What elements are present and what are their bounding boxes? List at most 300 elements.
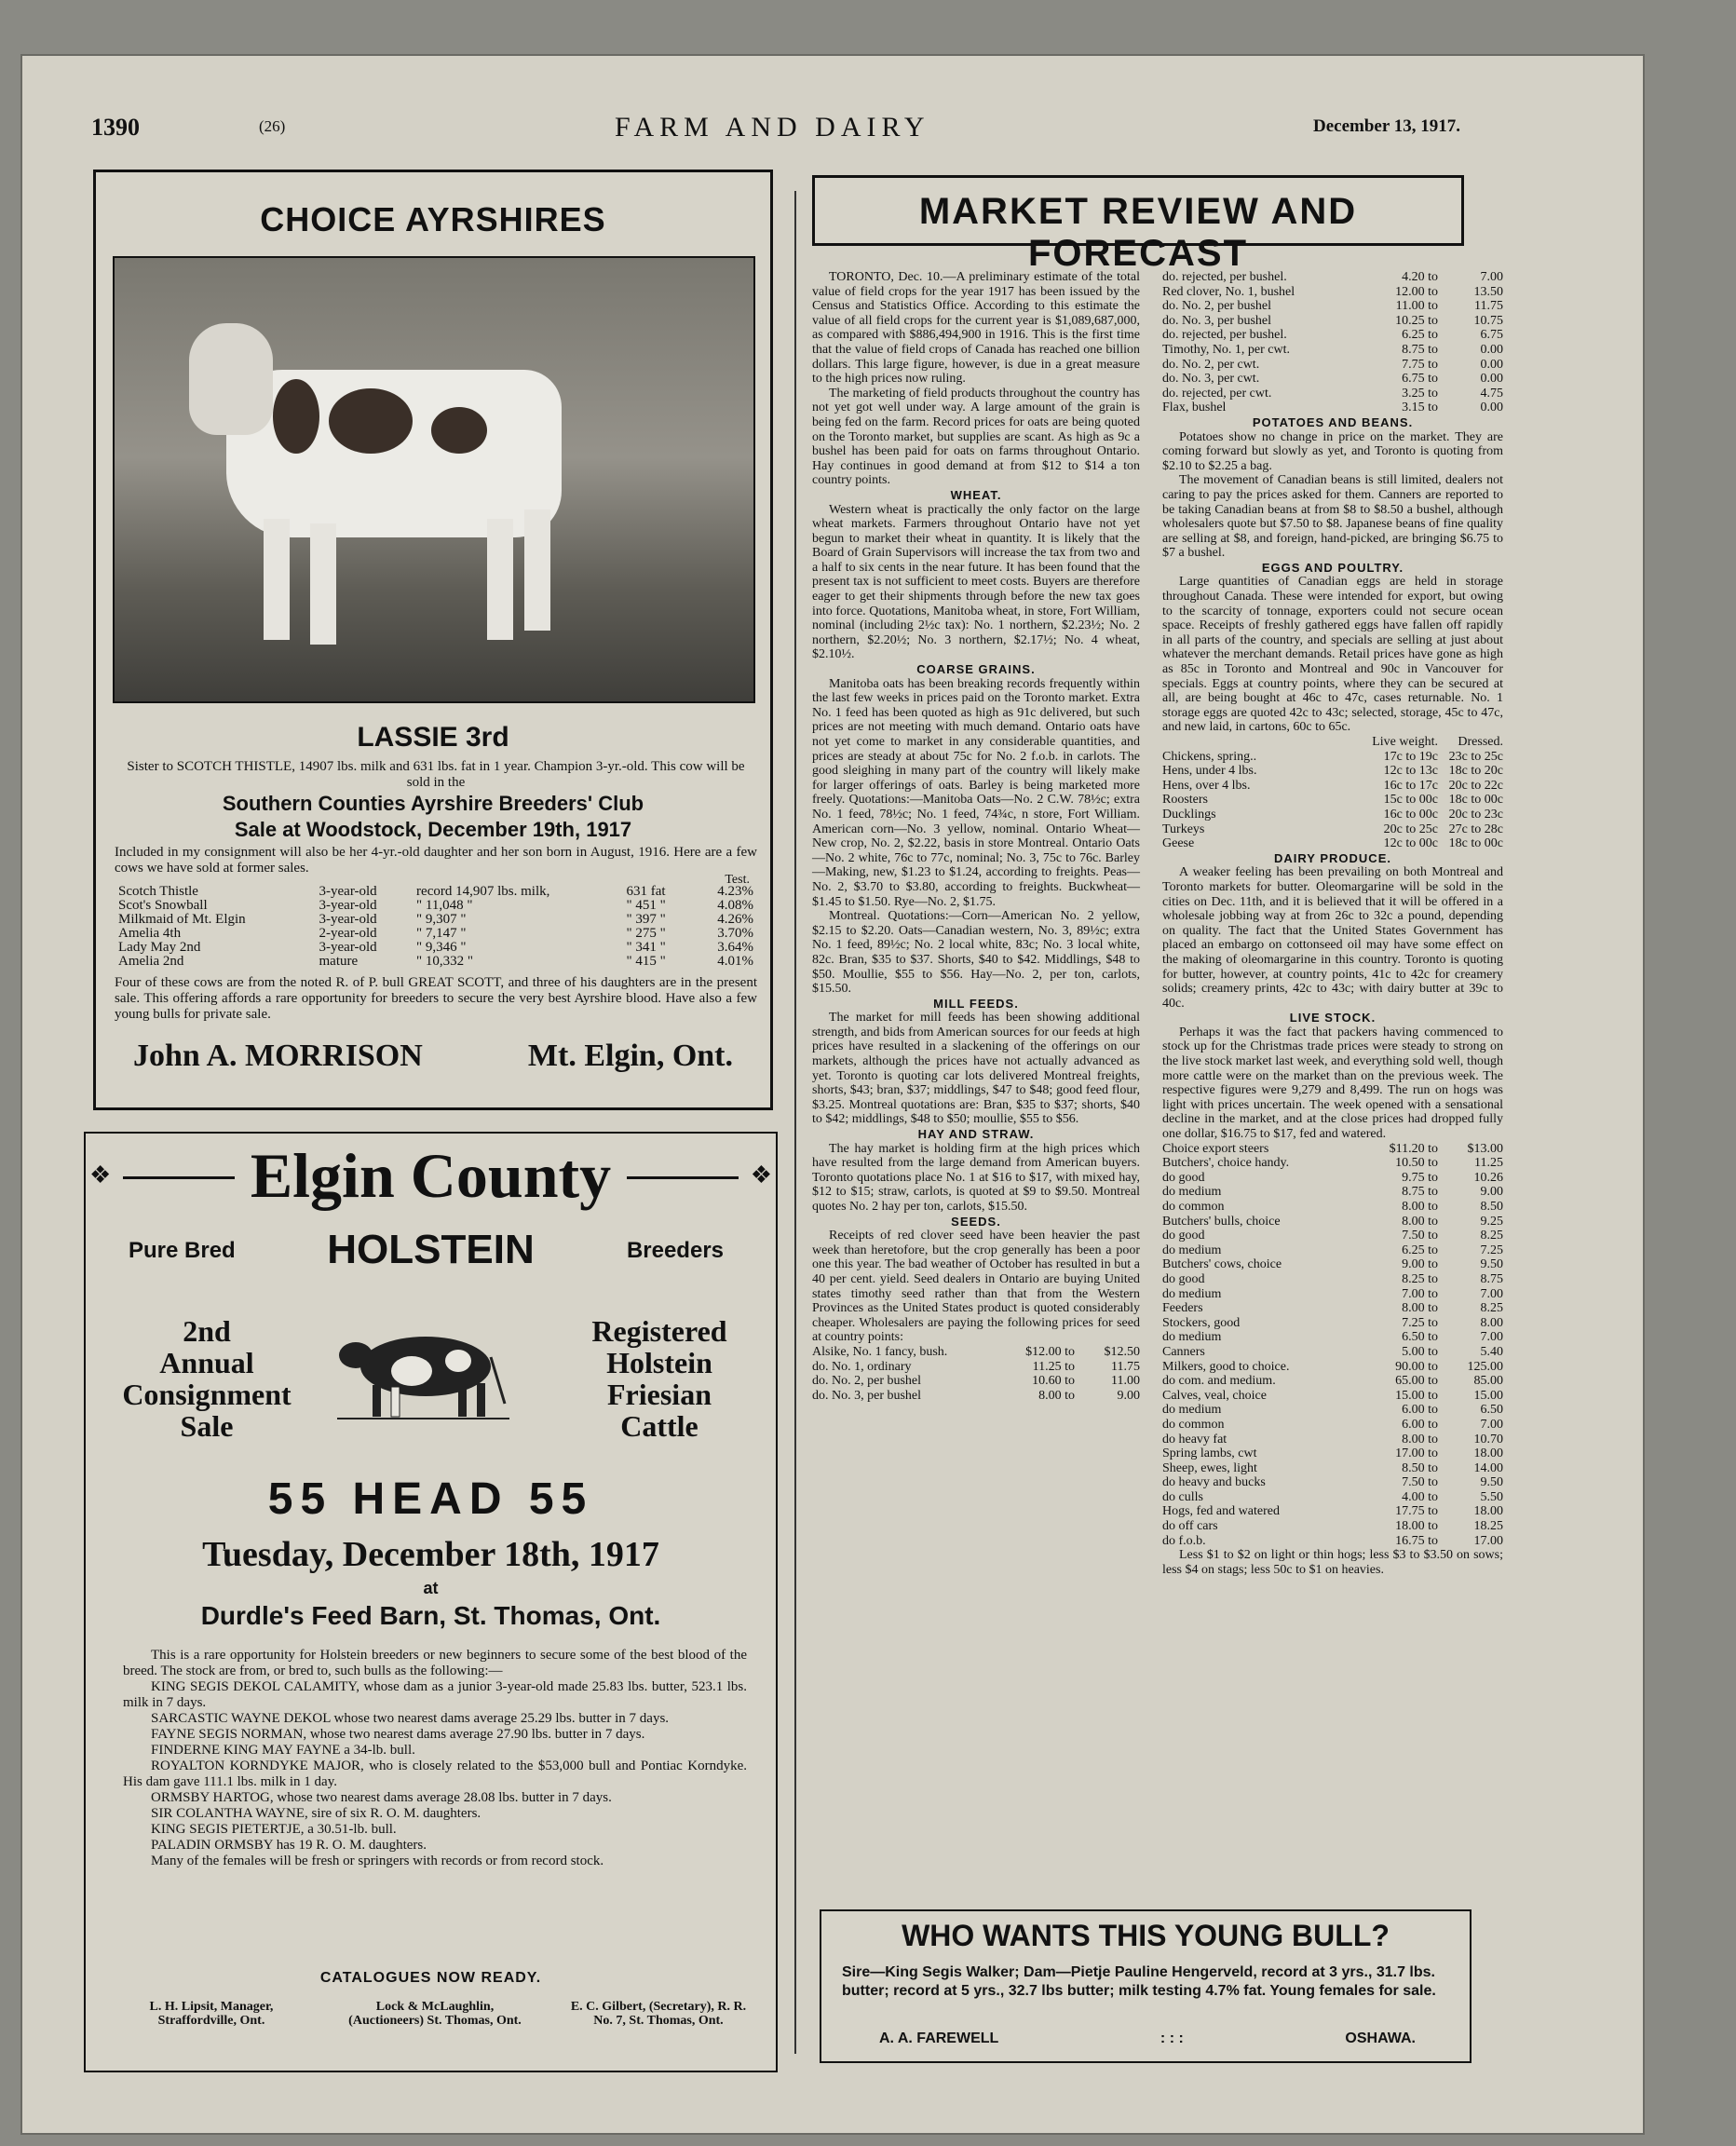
- sale-block: [114, 1315, 300, 1442]
- price-item: Butchers' bulls, choice: [1162, 1214, 1281, 1229]
- price-row: [1162, 401, 1503, 415]
- price-value: 8.50 to: [1402, 1460, 1438, 1475]
- bull-ad-footer: [842, 2031, 1453, 2047]
- price-value: 11.75: [1474, 299, 1503, 314]
- record-milk: " 9,346 ": [416, 940, 467, 955]
- price-value: 9.50: [1480, 1257, 1503, 1272]
- price-item: do. rejected, per cwt.: [1162, 386, 1272, 401]
- cow-spot: [329, 388, 413, 454]
- market-paragraph: Large quantities of Canadian eggs are held in storage throughout Canada. These were intended for export, but owing to the scarcity of tonnage, exporters could not secure ocean space. Receipts of freshly gathered eggs have fallen off rapidly in all parts of the country, and specials are selling at just about whatever the merchant demands. Retail prices have gone as high as 85c in Toronto and Montreal and 90c in Vancouver for specials. Eggs at country points, where they can be secured at all, are being bought at 46c to 47c, cases returnable. No. 1 storage eggs are quoted 42c to 43c; selected, storage, 45c to 47c, and new laid, in cartons, 60c to 65c.: [1162, 575, 1503, 735]
- price-row: [1162, 1142, 1503, 1157]
- price-row: [1162, 299, 1503, 314]
- price-value: Live weight.: [1372, 735, 1438, 749]
- price-value: 125.00: [1467, 1359, 1503, 1374]
- price-value: 0.00: [1480, 372, 1503, 387]
- price-value: $13.00: [1467, 1141, 1503, 1156]
- price-row: [1162, 1389, 1503, 1404]
- price-value: 9.00 to: [1402, 1257, 1438, 1272]
- price-row: [1162, 1490, 1503, 1505]
- record-age: 3-year-old: [319, 912, 377, 927]
- price-item: Butchers' cows, choice: [1162, 1257, 1282, 1272]
- price-value: 20c to 25c: [1383, 822, 1438, 836]
- cow-spot: [273, 379, 319, 454]
- contact-secretary: E. C. Gilbert, (Secretary), R. R. No. 7, St. Thomas, Ont.: [570, 2000, 747, 2028]
- price-item: do off cars: [1162, 1519, 1218, 1534]
- record-age: 2-year-old: [319, 926, 377, 941]
- price-row: [1162, 1504, 1503, 1519]
- price-value: 7.25 to: [1402, 1315, 1438, 1330]
- record-test: 3.70%: [717, 926, 753, 941]
- seller-name: John A. MORRISON: [133, 1039, 423, 1073]
- price-value: 20c to 22c: [1448, 778, 1503, 793]
- market-column-left: [812, 270, 1140, 1403]
- sales-record-row: [115, 899, 757, 913]
- record-test: 4.26%: [717, 912, 753, 927]
- price-value: 6.50: [1480, 1403, 1503, 1418]
- price-item: Roosters: [1162, 793, 1208, 808]
- cow-leg: [264, 519, 290, 640]
- price-value: 3.25 to: [1402, 386, 1438, 401]
- bull-entry: PALADIN ORMSBY has 19 R. O. M. daughters.: [151, 1838, 427, 1853]
- price-value: 9.75 to: [1402, 1170, 1438, 1185]
- price-value: 16.75 to: [1395, 1533, 1438, 1548]
- price-item: Spring lambs, cwt: [1162, 1447, 1257, 1461]
- price-row: [1162, 1316, 1503, 1331]
- price-item: do common: [1162, 1417, 1225, 1432]
- bull-seller: A. A. FAREWELL: [879, 2031, 999, 2046]
- price-value: 18.00 to: [1395, 1519, 1438, 1534]
- price-value: 7.25: [1480, 1243, 1503, 1257]
- market-paragraph: The movement of Canadian beans is still limited, dealers not caring to pay the prices asked for them. Canners are reported to be taking Canadian beans at from $8 to $8.50 a bushel, although wholesalers quote but $7.50 to $8. Japanese beans of fine quality are selling at $8, and foreign, hand-picked, are bringing $6.75 to $7 a bushel.: [1162, 473, 1503, 561]
- price-value: 5.00 to: [1402, 1344, 1438, 1359]
- price-value: 8.25 to: [1402, 1271, 1438, 1286]
- price-value: 15.00: [1473, 1388, 1503, 1403]
- record-test: 4.23%: [717, 884, 753, 899]
- price-value: 12.00 to: [1395, 284, 1438, 299]
- section-heading: SEEDS.: [951, 1214, 1001, 1229]
- record-fat: " 275 ": [626, 926, 666, 941]
- price-row: [1162, 285, 1503, 300]
- price-item: do heavy and bucks: [1162, 1475, 1266, 1490]
- price-row: [1162, 1301, 1503, 1316]
- section-heading: MILL FEEDS.: [933, 996, 1019, 1011]
- price-item: do heavy fat: [1162, 1432, 1227, 1447]
- price-row: [1162, 1171, 1503, 1186]
- record-test: 3.64%: [717, 940, 753, 955]
- price-value: 6.00 to: [1402, 1417, 1438, 1432]
- price-value: 4.00 to: [1402, 1489, 1438, 1504]
- price-item: do. No. 1, ordinary: [812, 1359, 912, 1374]
- market-paragraph: A weaker feeling has been prevailing on both Montreal and Toronto markets for butter. Oleomargarine will be sold in the cities on Dec. 11th, and it is believed that it will be offered in a wholesale jobbing way at from 26c to 32c a pound, depending on quality. The fact that the United States Government has placed an embargo on cottonseed oil may have some effect on the making of oleomargarine in this country. Toronto is quoting for butter, however, at country points, 41c to 42c for creamery solids; creamery prints, 42c to 43c; with dairy butter at 39c to 40c.: [1162, 865, 1503, 1011]
- sale-venue: Durdle's Feed Barn, St. Thomas, Ont.: [200, 1601, 661, 1630]
- record-fat: " 341 ": [626, 940, 666, 955]
- record-test: 4.01%: [717, 954, 753, 969]
- bull-ad-text: Sire—King Segis Walker; Dam—Pietje Pauline Hengerveld, record at 3 yrs., 31.7 lbs. butter; record at 5 yrs., 32.7 lbs butter; milk testing 4.7% fat. Young females for sale.: [842, 1964, 1436, 1999]
- price-row: [1162, 1433, 1503, 1447]
- price-value: 23c to 25c: [1448, 749, 1503, 764]
- sales-record-row: [115, 955, 757, 969]
- price-row: [1162, 1360, 1503, 1375]
- cow-illustration: [328, 1320, 514, 1422]
- sale-block-line: 2nd: [183, 1314, 231, 1348]
- price-value: $12.00 to: [1025, 1344, 1075, 1359]
- cow-photo: [113, 256, 755, 703]
- price-value: 7.00: [1480, 1330, 1503, 1345]
- price-item: do good: [1162, 1170, 1205, 1185]
- record-fat: " 415 ": [626, 954, 666, 969]
- price-value: 11.25 to: [1032, 1359, 1075, 1374]
- market-paragraph: Perhaps it was the fact that packers having commenced to stock up for the Christmas trade prices were steady to strong on the live stock market last week, and everything sold well, though more cattle were on the market than on the previous week. The respective figures were 9,279 and 8,499. The run on hogs was light with prices uncertain. The week opened with a sensational decline in the market, and at the close prices had dropped fully one dollar, $16.75 to $17, fed and watered.: [1162, 1025, 1503, 1142]
- price-row: [1162, 1345, 1503, 1360]
- record-age: 3-year-old: [319, 940, 377, 955]
- price-item: do. No. 2, per bushel: [812, 1374, 922, 1389]
- price-value: 10.70: [1473, 1432, 1503, 1447]
- price-item: do medium: [1162, 1286, 1222, 1301]
- market-paragraph: The market for mill feeds has been showing additional strength, and bids from American sources for our feeds at high prices have resulted in a slackening of the offerings on our markets, although the prices have not actually advanced as yet. Toronto is quoting car lots delivered Montreal freights, shorts, $43; bran, $37; middlings, $47 to $48; good feed flour, $3.25. Montreal quotations are: Bran, $35 to $37; shorts, $40 to $42; middlings, $48 to $50; moullie, $55 to $56.: [812, 1011, 1140, 1127]
- ayrshire-ad: [93, 170, 773, 1110]
- market-paragraph: Western wheat is practically the only factor on the large wheat markets. Farmers throughout Ontario have not yet begun to market their wheat in quantity. It is likely that the Board of Grain Supervisors will increase the tax from two and a half to six cents in the near future. It has been found that the present tax is not sufficient to meet costs. Buyers are therefore eager to get their shipments through before the new tax goes into force. Quotations, Manitoba wheat, in store, Fort William, nominal (including 2½c tax): No. 1 northern, $2.23½; No. 2 northern, $2.20½; No. 3 northern, $2.17½; No. 4 wheat, $2.10½.: [812, 502, 1140, 662]
- price-row: [1162, 1287, 1503, 1302]
- price-item: Sheep, ewes, light: [1162, 1460, 1257, 1475]
- price-value: 7.50 to: [1402, 1229, 1438, 1243]
- record-age: mature: [319, 954, 359, 969]
- ad-intro: Included in my consignment will also be her 4-yr.-old daughter and her son born in August, 1916. Here are a few cows we have sold at former sales.: [115, 845, 757, 876]
- publication-title: FARM AND DAIRY: [615, 112, 930, 143]
- price-row: [1162, 372, 1503, 387]
- pure-bred: Pure Bred: [129, 1238, 236, 1263]
- market-paragraph: Manitoba oats has been breaking records frequently within the last few weeks in prices paid on the Toronto market. Extra No. 1 feed has been quoted as high as 91c delivered, but such prices are not meeting with much demand. Ontario oats have not yet come to market in any considerable quantities, and prices are steady at about 75c for No. 2 f.o.b. in carlots. The good sleighing in many part of the country will likely make for larger offerings of oats. Barley is being marketed more freely. Quotations:—Manitoba Oats—No. 2 C.W. 78½c; extra No. 1 feed, 78½c; No. 1 feed, 74¾c, n store, Fort William. American corn—No. 3 yellow, nominal. Ontario Wheat—New crop, No. 2, $2.22, basis in store Montreal. Ontario Oats—No. 2 white, 76c to 77c, nominal; No. 3, 75c to 76c. Barley—Making, new, $1.23 to $1.24, according to freights. Peas—No. 2, $3.70 to $3.80, according to freights. Buckwheat—$1.45 to $1.50. Rye—No. 2, $1.75.: [812, 676, 1140, 909]
- price-item: do. No. 3, per cwt.: [1162, 372, 1260, 387]
- cattle-block-line: Registered: [591, 1314, 727, 1348]
- price-row: [1162, 1330, 1503, 1345]
- price-item: do. No. 2, per cwt.: [1162, 357, 1260, 372]
- bull-ad-title: WHO WANTS THIS YOUNG BULL?: [902, 1919, 1390, 1952]
- at-label: at: [423, 1579, 439, 1597]
- price-item: Alsike, No. 1 fancy, bush.: [812, 1344, 948, 1359]
- price-item: do. No. 3, per bushel: [1162, 313, 1272, 328]
- price-item: Timothy, No. 1, per cwt.: [1162, 342, 1291, 357]
- cow-spot: [431, 407, 487, 454]
- section-heading: DAIRY PRODUCE.: [1274, 850, 1391, 865]
- sales-record-row: [115, 885, 757, 899]
- bull-entry: FAYNE SEGIS NORMAN, whose two nearest dams average 27.90 lbs. butter in 7 days.: [151, 1727, 645, 1742]
- price-row: [1162, 343, 1503, 358]
- market-paragraph: Potatoes show no change in price on the market. They are coming forward but slowly as yet, and Toronto is quoting from $2.10 to $2.25 a bag.: [1162, 429, 1503, 473]
- holstein-label: HOLSTEIN: [327, 1227, 535, 1272]
- price-row: [1162, 836, 1503, 851]
- price-value: 10.60 to: [1032, 1374, 1075, 1389]
- price-item: Hogs, fed and watered: [1162, 1504, 1280, 1519]
- price-value: 10.50 to: [1395, 1156, 1438, 1171]
- price-row: [1162, 1534, 1503, 1549]
- record-name: Milkmaid of Mt. Elgin: [118, 912, 246, 927]
- sale-info: Sale at Woodstock, December 19th, 1917: [234, 818, 632, 841]
- price-row: [1162, 1156, 1503, 1171]
- price-item: do. No. 2, per bushel: [1162, 299, 1272, 314]
- price-value: 6.25 to: [1402, 328, 1438, 343]
- price-row: [1162, 779, 1503, 794]
- price-item: Calves, veal, choice: [1162, 1388, 1267, 1403]
- record-name: Scot's Snowball: [118, 898, 208, 913]
- bull-location: OSHAWA.: [1345, 2031, 1416, 2046]
- price-value: 18.25: [1473, 1519, 1503, 1534]
- ad-line: Sister to SCOTCH THISTLE, 14907 lbs. milk and 631 lbs. fat in 1 year. Champion 3-yr.-old. This cow will be sold in the: [127, 759, 745, 790]
- cow-name: LASSIE 3rd: [357, 722, 509, 753]
- record-fat: " 451 ": [626, 898, 666, 913]
- price-item: Chickens, spring..: [1162, 749, 1257, 764]
- section-heading: LIVE STOCK.: [1289, 1011, 1377, 1025]
- price-item: Ducklings: [1162, 807, 1216, 822]
- price-value: 7.50 to: [1402, 1475, 1438, 1490]
- price-value: 8.25: [1480, 1301, 1503, 1316]
- ad-title: Elgin County: [250, 1140, 612, 1211]
- price-value: 7.00: [1480, 1286, 1503, 1301]
- market-paragraph: The hay market is holding firm at the high prices which have resulted from the large demand from American buyers. Toronto quotations place No. 1 at $16 to $17, with mixed hay, $12 to $15; straw, carlots, is quoted at $9 to $9.50. Montreal quotes No. 2 hay per ton, carlots, $15.50.: [812, 1141, 1140, 1214]
- record-milk: " 10,332 ": [416, 954, 474, 969]
- price-row: [812, 1360, 1140, 1375]
- price-row: [1162, 1519, 1503, 1534]
- price-item: do f.o.b.: [1162, 1533, 1206, 1548]
- ad-outro: Four of these cows are from the noted R. of P. bull GREAT SCOTT, and three of his daughters are in the present sale. This offering affords a rare opportunity for breeders to secure the very best Ayrshire blood. Have also a few young bulls for private sale.: [115, 975, 757, 1022]
- price-value: 8.00 to: [1402, 1214, 1438, 1229]
- price-value: 6.50 to: [1402, 1330, 1438, 1345]
- price-value: 20c to 23c: [1448, 807, 1503, 822]
- price-value: 7.00: [1480, 1417, 1503, 1432]
- price-item: do. rejected, per bushel.: [1162, 270, 1287, 284]
- price-row: [1162, 1461, 1503, 1476]
- price-value: 90.00 to: [1395, 1359, 1438, 1374]
- price-value: 8.00 to: [1402, 1200, 1438, 1214]
- market-review-title: MARKET REVIEW AND FORECAST: [918, 191, 1358, 274]
- price-item: do com. and medium.: [1162, 1374, 1276, 1389]
- section-heading: POTATOES AND BEANS.: [1252, 414, 1414, 429]
- record-milk: " 11,048 ": [416, 898, 473, 913]
- price-row: [1162, 387, 1503, 401]
- market-column-right: [1162, 270, 1503, 1577]
- price-row: [1162, 1257, 1503, 1272]
- cow-leg: [487, 519, 513, 640]
- column-divider: [794, 191, 796, 2054]
- body-paragraph: Many of the females will be fresh or springers with records or from record stock.: [151, 1854, 604, 1868]
- price-value: 9.00: [1117, 1388, 1140, 1403]
- sale-block-line: Annual: [159, 1346, 254, 1379]
- record-name: Amelia 2nd: [118, 954, 184, 969]
- price-row: [1162, 822, 1503, 837]
- price-value: 18c to 20c: [1448, 764, 1503, 779]
- price-item: Stockers, good: [1162, 1315, 1241, 1330]
- bull-entry: KING SEGIS PIETERTJE, a 30.51-lb. bull.: [151, 1822, 397, 1837]
- catalogues-notice: CATALOGUES NOW READY.: [319, 1970, 542, 1986]
- price-value: 7.00 to: [1402, 1286, 1438, 1301]
- price-value: 17c to 19c: [1383, 749, 1438, 764]
- record-milk: " 9,307 ": [416, 912, 467, 927]
- price-row: [1162, 358, 1503, 373]
- price-row: [1162, 1215, 1503, 1229]
- section-heading: WHEAT.: [950, 487, 1002, 502]
- price-row: [1162, 793, 1503, 808]
- price-item: Hens, under 4 lbs.: [1162, 764, 1257, 779]
- price-value: $12.50: [1104, 1344, 1140, 1359]
- record-age: 3-year-old: [319, 898, 377, 913]
- record-milk: " 7,147 ": [416, 926, 467, 941]
- market-paragraph: TORONTO, Dec. 10.—A preliminary estimate of the total value of field crops for the year 1917 has been issued by the Census and Statistics Office. According to this estimate the value of all field crops for the current year is $1,089,687,000, as compared with $886,494,900 in 1916. This is the first time that the value of field crops of Canada has reached one billion dollars. This large figure, however, is due in a great measure to the high prices now ruling.: [812, 270, 1140, 387]
- elgin-county-ad: [84, 1132, 778, 2072]
- price-value: 13.50: [1473, 284, 1503, 299]
- price-item: do good: [1162, 1271, 1205, 1286]
- test-label: Test.: [725, 873, 750, 887]
- price-value: 16c to 00c: [1383, 807, 1438, 822]
- price-item: Red clover, No. 1, bushel: [1162, 284, 1295, 299]
- market-paragraph: Receipts of red clover seed have been heavier the past week than heretofore, but the crop generally has been a poor one this year. The bad weather of October has resulted in but a 40 per cent. yield. Seed dealers in Ontario are buying United states timothy seed rather than that from the Western Provinces as the United States product is quoted considerably cheaper. Wholesalers are paying the following prices for seed at country points:: [812, 1229, 1140, 1345]
- price-row: [812, 1345, 1140, 1360]
- price-item: Milkers, good to choice.: [1162, 1359, 1290, 1374]
- record-fat: " 397 ": [626, 912, 666, 927]
- sales-record-row: [115, 941, 757, 955]
- price-value: 27c to 28c: [1448, 822, 1503, 836]
- contacts: [114, 2000, 756, 2028]
- price-value: 0.00: [1480, 342, 1503, 357]
- market-paragraph: Montreal. Quotations:—Corn—American No. 2 yellow, $2.15 to $2.20. Oats—Canadian western, No. 3, 89½c; extra No. 1 feed, 89½c; No. 2 local white, 83c; No. 3 local white, 82c. Bran, $35 to $37. Shorts, $40 to $42. Middlings, $48 to $50. Moullie, $55 to $56. Hay—No. 2, per ton, carlots, $15.50.: [812, 909, 1140, 997]
- price-value: 6.75: [1480, 328, 1503, 343]
- price-item: Feeders: [1162, 1301, 1203, 1316]
- price-value: 5.50: [1480, 1489, 1503, 1504]
- price-value: 16c to 17c: [1383, 778, 1438, 793]
- sales-table: [115, 885, 757, 969]
- price-value: 0.00: [1480, 357, 1503, 372]
- price-value: 15.00 to: [1395, 1388, 1438, 1403]
- price-item: Canners: [1162, 1344, 1205, 1359]
- price-row: [1162, 750, 1503, 765]
- breeders-label: Breeders: [626, 1238, 724, 1263]
- price-value: 17.00 to: [1395, 1447, 1438, 1461]
- price-value: 6.75 to: [1402, 372, 1438, 387]
- price-item: do medium: [1162, 1185, 1222, 1200]
- market-paragraph: Less $1 to $2 on light or thin hogs; less $3 to $3.50 on sows; less $4 on stags; less 50c to $1 on heavies.: [1162, 1548, 1503, 1577]
- page-number: 1390: [91, 114, 140, 141]
- record-test: 4.08%: [717, 898, 753, 913]
- price-value: 15c to 00c: [1383, 793, 1438, 808]
- price-item: do culls: [1162, 1489, 1203, 1504]
- price-item: Flax, bushel: [1162, 401, 1227, 415]
- ornament-icon: ❖: [89, 1161, 112, 1188]
- sales-record-row: [115, 913, 757, 927]
- price-value: 9.00: [1480, 1185, 1503, 1200]
- cattle-block-line: Holstein: [606, 1346, 712, 1379]
- price-item: Butchers', choice handy.: [1162, 1156, 1290, 1171]
- price-row: [1162, 1475, 1503, 1490]
- price-row: [1162, 1200, 1503, 1215]
- section-heading: EGGS AND POULTRY.: [1261, 560, 1404, 575]
- cattle-block-line: Cattle: [620, 1409, 698, 1443]
- cow-leg: [524, 509, 550, 631]
- record-age: 3-year-old: [319, 884, 377, 899]
- price-value: 17.75 to: [1395, 1504, 1438, 1519]
- section-heading: HAY AND STRAW.: [917, 1127, 1035, 1142]
- price-row: [1162, 735, 1503, 750]
- bull-entry: ROYALTON KORNDYKE MAJOR, who is closely related to the $53,000 bull and Pontiac Korndyke. His dam gave 111.1 lbs. milk in 1 day.: [123, 1759, 747, 1789]
- price-value: 18c to 00c: [1448, 793, 1503, 808]
- price-value: 10.25 to: [1395, 313, 1438, 328]
- record-name: Amelia 4th: [118, 926, 182, 941]
- separator: : : :: [1160, 2031, 1184, 2046]
- price-value: 11.00 to: [1395, 299, 1438, 314]
- price-value: 4.20 to: [1402, 270, 1438, 284]
- price-value: 17.00: [1473, 1533, 1503, 1548]
- price-item: do. No. 3, per bushel: [812, 1388, 922, 1403]
- price-value: 18c to 00c: [1448, 836, 1503, 851]
- bull-entry: ORMSBY HARTOG, whose two nearest dams average 28.08 lbs. butter in 7 days.: [151, 1790, 612, 1805]
- issue-date: December 13, 1917.: [1313, 116, 1460, 136]
- price-value: 11.25: [1474, 1156, 1503, 1171]
- price-row: [1162, 1403, 1503, 1418]
- price-row: [1162, 270, 1503, 285]
- price-value: 14.00: [1473, 1460, 1503, 1475]
- price-item: Geese: [1162, 836, 1195, 851]
- price-item: do common: [1162, 1200, 1225, 1214]
- price-item: Choice export steers: [1162, 1141, 1269, 1156]
- price-value: 9.50: [1480, 1475, 1503, 1490]
- seller-location: Mt. Elgin, Ont.: [527, 1039, 733, 1073]
- ornament-icon: ❖: [750, 1161, 772, 1188]
- price-value: 6.25 to: [1402, 1243, 1438, 1257]
- price-item: [1162, 735, 1356, 750]
- sale-block-line: Consignment: [122, 1378, 292, 1411]
- price-row: [1162, 1272, 1503, 1287]
- record-milk: record 14,907 lbs. milk,: [416, 884, 550, 899]
- price-row: [812, 1374, 1140, 1389]
- price-value: 7.75 to: [1402, 357, 1438, 372]
- price-value: 11.00: [1111, 1374, 1140, 1389]
- ad-title: CHOICE AYRSHIRES: [260, 200, 606, 238]
- sales-record-row: [115, 927, 757, 941]
- price-value: Dressed.: [1458, 735, 1503, 749]
- price-value: 8.75 to: [1402, 342, 1438, 357]
- club-name: Southern Counties Ayrshire Breeders' Club: [222, 792, 644, 815]
- price-row: [1162, 314, 1503, 329]
- bull-entry: SIR COLANTHA WAYNE, sire of six R. O. M. daughters.: [151, 1806, 481, 1821]
- price-value: 12c to 00c: [1383, 836, 1438, 851]
- body-paragraph: This is a rare opportunity for Holstein breeders or new beginners to secure some of the best blood of the breed. The stock are from, or bred to, such bulls as the following:—: [123, 1648, 747, 1678]
- price-value: 8.25: [1480, 1229, 1503, 1243]
- price-row: [1162, 1418, 1503, 1433]
- price-value: 0.00: [1480, 401, 1503, 415]
- price-row: [1162, 1185, 1503, 1200]
- price-value: 8.50: [1480, 1200, 1503, 1214]
- price-item: Hens, over 4 lbs.: [1162, 778, 1251, 793]
- price-row: [1162, 1374, 1503, 1389]
- price-value: 8.75: [1480, 1271, 1503, 1286]
- price-item: do. rejected, per bushel.: [1162, 328, 1287, 343]
- sale-date: Tuesday, December 18th, 1917: [202, 1535, 659, 1574]
- price-row: [1162, 1229, 1503, 1243]
- cattle-block-line: Friesian: [607, 1378, 712, 1411]
- price-item: do good: [1162, 1229, 1205, 1243]
- price-value: 85.00: [1473, 1374, 1503, 1389]
- young-bull-ad: [820, 1909, 1472, 2063]
- record-fat: 631 fat: [626, 884, 666, 899]
- price-value: 8.00 to: [1038, 1388, 1075, 1403]
- price-value: 10.26: [1473, 1170, 1503, 1185]
- price-row: [812, 1389, 1140, 1404]
- price-value: 3.15 to: [1402, 401, 1438, 415]
- price-value: 7.00: [1480, 270, 1503, 284]
- bull-entry: KING SEGIS DEKOL CALAMITY, whose dam as a junior 3-year-old made 25.83 lbs. butter, 523.1 lbs. milk in 7 days.: [123, 1679, 747, 1710]
- price-value: 12c to 13c: [1383, 764, 1438, 779]
- price-value: 18.00: [1473, 1504, 1503, 1519]
- price-value: 8.00 to: [1402, 1432, 1438, 1447]
- cow-leg: [310, 523, 336, 645]
- price-value: 9.25: [1480, 1214, 1503, 1229]
